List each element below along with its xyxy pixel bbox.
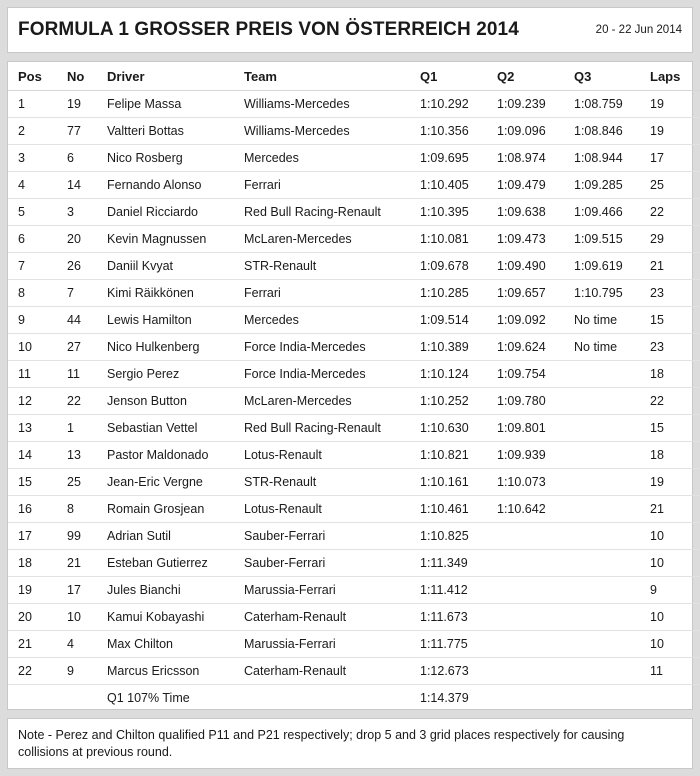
cell-laps: 23 bbox=[650, 280, 700, 307]
cell-pos: 17 bbox=[8, 523, 67, 550]
table-row bbox=[8, 415, 700, 442]
cell-q3 bbox=[574, 469, 650, 496]
cell-laps: 10 bbox=[650, 523, 700, 550]
cell-team: Sauber-Ferrari bbox=[244, 550, 420, 577]
page-title: FORMULA 1 GROSSER PREIS VON ÖSTERREICH 2014 bbox=[18, 19, 519, 40]
cell-team: STR-Renault bbox=[244, 253, 420, 280]
cell-pos: 8 bbox=[8, 280, 67, 307]
table-header-row bbox=[8, 62, 700, 91]
cell-q3: 1:09.515 bbox=[574, 226, 650, 253]
cell-no: 4 bbox=[67, 631, 107, 658]
cell-q1: 1:11.349 bbox=[420, 550, 497, 577]
cell-q3: 1:08.944 bbox=[574, 145, 650, 172]
cell-laps: 19 bbox=[650, 91, 700, 118]
table-row bbox=[8, 118, 700, 145]
cell-no: 25 bbox=[67, 469, 107, 496]
table-row bbox=[8, 496, 700, 523]
cell-driver: Jenson Button bbox=[107, 388, 244, 415]
cell-team: Red Bull Racing-Renault bbox=[244, 199, 420, 226]
cell-laps: 17 bbox=[650, 145, 700, 172]
cell-no: 26 bbox=[67, 253, 107, 280]
cell-laps: 10 bbox=[650, 604, 700, 631]
cell-laps: 22 bbox=[650, 388, 700, 415]
cell-q2: 1:09.479 bbox=[497, 172, 574, 199]
cell-q3 bbox=[574, 496, 650, 523]
cell-driver: Valtteri Bottas bbox=[107, 118, 244, 145]
cell-pos: 2 bbox=[8, 118, 67, 145]
column-header-q1: Q1 bbox=[420, 62, 497, 91]
cell-team: Caterham-Renault bbox=[244, 604, 420, 631]
qualifying-note: Note - Perez and Chilton qualified P11 and P21 respectively; drop 5 and 3 grid places respectively for causing collisions at previous round. bbox=[18, 728, 625, 759]
cell-q1: 1:10.395 bbox=[420, 199, 497, 226]
cell-pos: 10 bbox=[8, 334, 67, 361]
cell-pos: 12 bbox=[8, 388, 67, 415]
cell-q2: 1:09.096 bbox=[497, 118, 574, 145]
cell-team: McLaren-Mercedes bbox=[244, 226, 420, 253]
cell-driver: Pastor Maldonado bbox=[107, 442, 244, 469]
cell-q3: 1:09.285 bbox=[574, 172, 650, 199]
cell-pos: 1 bbox=[8, 91, 67, 118]
table-row bbox=[8, 172, 700, 199]
table-row bbox=[8, 199, 700, 226]
cell-q2: 1:08.974 bbox=[497, 145, 574, 172]
cell-q1: 1:11.412 bbox=[420, 577, 497, 604]
cell-q1: 1:10.124 bbox=[420, 361, 497, 388]
cell-q2: 1:09.939 bbox=[497, 442, 574, 469]
cell-q2: 1:09.473 bbox=[497, 226, 574, 253]
cell-laps: 21 bbox=[650, 496, 700, 523]
cell-team: Ferrari bbox=[244, 172, 420, 199]
cell-q2: 1:09.092 bbox=[497, 307, 574, 334]
table-row bbox=[8, 91, 700, 118]
cell-no: 20 bbox=[67, 226, 107, 253]
cell-team: Caterham-Renault bbox=[244, 658, 420, 685]
cell-pos: 7 bbox=[8, 253, 67, 280]
cell-no: 77 bbox=[67, 118, 107, 145]
cell-q2: 1:09.239 bbox=[497, 91, 574, 118]
cell-q1: 1:10.821 bbox=[420, 442, 497, 469]
cell-no: 8 bbox=[67, 496, 107, 523]
cell-q2 bbox=[497, 631, 574, 658]
cell-laps: 23 bbox=[650, 334, 700, 361]
cell-q2: 1:09.490 bbox=[497, 253, 574, 280]
column-header-no: No bbox=[67, 62, 107, 91]
cell-team: Red Bull Racing-Renault bbox=[244, 415, 420, 442]
cell-pos: 19 bbox=[8, 577, 67, 604]
cell-pos: 22 bbox=[8, 658, 67, 685]
cell-q1: 1:09.678 bbox=[420, 253, 497, 280]
cell-q3 bbox=[574, 631, 650, 658]
cell-team: Ferrari bbox=[244, 280, 420, 307]
cell-laps: 21 bbox=[650, 253, 700, 280]
cell-driver: Adrian Sutil bbox=[107, 523, 244, 550]
cell-laps: 11 bbox=[650, 658, 700, 685]
cell-q2 bbox=[497, 577, 574, 604]
note-panel bbox=[7, 718, 693, 769]
cell-q2: 1:09.801 bbox=[497, 415, 574, 442]
cell-q1: 1:10.389 bbox=[420, 334, 497, 361]
cell-team: Sauber-Ferrari bbox=[244, 523, 420, 550]
cell-q3: 1:09.466 bbox=[574, 199, 650, 226]
table-row bbox=[8, 658, 700, 685]
cell-q3 bbox=[574, 442, 650, 469]
cell-team: Lotus-Renault bbox=[244, 442, 420, 469]
cell-q3 bbox=[574, 415, 650, 442]
cell-driver: Kimi Räikkönen bbox=[107, 280, 244, 307]
cell-pos: 18 bbox=[8, 550, 67, 577]
column-header-team: Team bbox=[244, 62, 420, 91]
cell-q3: 1:08.846 bbox=[574, 118, 650, 145]
cell-pos: 9 bbox=[8, 307, 67, 334]
cell-q1: 1:12.673 bbox=[420, 658, 497, 685]
cell-q1: 1:11.673 bbox=[420, 604, 497, 631]
cell-laps: 10 bbox=[650, 631, 700, 658]
cell-driver: Fernando Alonso bbox=[107, 172, 244, 199]
header-panel bbox=[7, 7, 693, 53]
cell-no: 6 bbox=[67, 145, 107, 172]
cell-driver: Romain Grosjean bbox=[107, 496, 244, 523]
cell-q1: 1:09.514 bbox=[420, 307, 497, 334]
cell-driver: Felipe Massa bbox=[107, 91, 244, 118]
cell-q1: 1:10.356 bbox=[420, 118, 497, 145]
cell-q1: 1:10.292 bbox=[420, 91, 497, 118]
cell-q3: 1:08.759 bbox=[574, 91, 650, 118]
cell-pos: 5 bbox=[8, 199, 67, 226]
cell-driver: Nico Hulkenberg bbox=[107, 334, 244, 361]
cell-driver: Jean-Eric Vergne bbox=[107, 469, 244, 496]
cell-q2: 1:09.624 bbox=[497, 334, 574, 361]
cell-no: 19 bbox=[67, 91, 107, 118]
cell-driver: Nico Rosberg bbox=[107, 145, 244, 172]
cell-q3: No time bbox=[574, 334, 650, 361]
column-header-laps: Laps bbox=[650, 62, 700, 91]
cell-laps: 10 bbox=[650, 550, 700, 577]
cell-no: 99 bbox=[67, 523, 107, 550]
cell-driver: Kamui Kobayashi bbox=[107, 604, 244, 631]
table-row bbox=[8, 523, 700, 550]
cell-q1: 1:10.825 bbox=[420, 523, 497, 550]
cell-q3: 1:10.795 bbox=[574, 280, 650, 307]
cell-no: 27 bbox=[67, 334, 107, 361]
cell-pos: 21 bbox=[8, 631, 67, 658]
cell-q1: 1:10.161 bbox=[420, 469, 497, 496]
cell-pos: 3 bbox=[8, 145, 67, 172]
cell-q2 bbox=[497, 523, 574, 550]
column-header-driver: Driver bbox=[107, 62, 244, 91]
cell-no: 17 bbox=[67, 577, 107, 604]
cell-q2: 1:09.780 bbox=[497, 388, 574, 415]
cell-laps: 18 bbox=[650, 361, 700, 388]
table-row bbox=[8, 550, 700, 577]
table-row bbox=[8, 226, 700, 253]
cell-driver: Kevin Magnussen bbox=[107, 226, 244, 253]
table-row bbox=[8, 361, 700, 388]
cell-team: Force India-Mercedes bbox=[244, 334, 420, 361]
cell-driver: Daniel Ricciardo bbox=[107, 199, 244, 226]
cell-pos: 20 bbox=[8, 604, 67, 631]
cell-no: 22 bbox=[67, 388, 107, 415]
empty-cell bbox=[650, 685, 700, 712]
cell-q3 bbox=[574, 604, 650, 631]
cell-team: Mercedes bbox=[244, 145, 420, 172]
cell-laps: 9 bbox=[650, 577, 700, 604]
cell-pos: 15 bbox=[8, 469, 67, 496]
cell-driver: Sebastian Vettel bbox=[107, 415, 244, 442]
cell-driver: Esteban Gutierrez bbox=[107, 550, 244, 577]
cell-q3 bbox=[574, 550, 650, 577]
cell-q1: 1:10.405 bbox=[420, 172, 497, 199]
cell-q1: 1:10.630 bbox=[420, 415, 497, 442]
table-row bbox=[8, 442, 700, 469]
cell-team: Williams-Mercedes bbox=[244, 91, 420, 118]
cell-laps: 19 bbox=[650, 469, 700, 496]
cell-q2: 1:09.638 bbox=[497, 199, 574, 226]
cell-pos: 4 bbox=[8, 172, 67, 199]
cell-laps: 29 bbox=[650, 226, 700, 253]
cell-no: 3 bbox=[67, 199, 107, 226]
cell-driver: Max Chilton bbox=[107, 631, 244, 658]
cell-q2: 1:10.642 bbox=[497, 496, 574, 523]
table-row bbox=[8, 388, 700, 415]
table-row bbox=[8, 631, 700, 658]
q1-107-label: Q1 107% Time bbox=[107, 691, 190, 705]
cell-laps: 25 bbox=[650, 172, 700, 199]
cell-laps: 15 bbox=[650, 415, 700, 442]
cell-no: 1 bbox=[67, 415, 107, 442]
cell-laps: 18 bbox=[650, 442, 700, 469]
table-row bbox=[8, 307, 700, 334]
cell-no: 13 bbox=[67, 442, 107, 469]
cell-driver: Daniil Kvyat bbox=[107, 253, 244, 280]
cell-q3 bbox=[574, 658, 650, 685]
cell-pos: 11 bbox=[8, 361, 67, 388]
cell-pos: 6 bbox=[8, 226, 67, 253]
cell-q1: 1:11.775 bbox=[420, 631, 497, 658]
q1-107-time: 1:14.379 bbox=[420, 691, 469, 705]
table-row bbox=[8, 469, 700, 496]
cell-q1: 1:10.285 bbox=[420, 280, 497, 307]
table-row bbox=[8, 145, 700, 172]
empty-cell bbox=[497, 685, 574, 712]
cell-pos: 16 bbox=[8, 496, 67, 523]
cell-driver: Jules Bianchi bbox=[107, 577, 244, 604]
cell-team: Marussia-Ferrari bbox=[244, 631, 420, 658]
cell-driver: Marcus Ericsson bbox=[107, 658, 244, 685]
empty-cell bbox=[67, 685, 107, 712]
cell-pos: 14 bbox=[8, 442, 67, 469]
cell-q3 bbox=[574, 523, 650, 550]
column-header-q3: Q3 bbox=[574, 62, 650, 91]
column-header-pos: Pos bbox=[8, 62, 67, 91]
cell-team: Lotus-Renault bbox=[244, 496, 420, 523]
cell-team: Mercedes bbox=[244, 307, 420, 334]
cell-no: 11 bbox=[67, 361, 107, 388]
event-date: 20 - 22 Jun 2014 bbox=[595, 24, 682, 36]
empty-cell bbox=[574, 685, 650, 712]
cell-no: 10 bbox=[67, 604, 107, 631]
cell-laps: 15 bbox=[650, 307, 700, 334]
cell-driver: Sergio Perez bbox=[107, 361, 244, 388]
cell-team: Marussia-Ferrari bbox=[244, 577, 420, 604]
cell-no: 7 bbox=[67, 280, 107, 307]
cell-q2 bbox=[497, 658, 574, 685]
results-panel bbox=[7, 61, 693, 710]
cell-no: 21 bbox=[67, 550, 107, 577]
table-row bbox=[8, 577, 700, 604]
cell-no: 9 bbox=[67, 658, 107, 685]
cell-q3: No time bbox=[574, 307, 650, 334]
cell-driver: Lewis Hamilton bbox=[107, 307, 244, 334]
table-body bbox=[8, 91, 700, 712]
cell-q3 bbox=[574, 577, 650, 604]
cell-q3: 1:09.619 bbox=[574, 253, 650, 280]
qualifying-results-table bbox=[8, 62, 700, 711]
cell-no: 44 bbox=[67, 307, 107, 334]
table-row bbox=[8, 604, 700, 631]
table-row bbox=[8, 253, 700, 280]
cell-q2 bbox=[497, 604, 574, 631]
cell-pos: 13 bbox=[8, 415, 67, 442]
cell-q1: 1:10.461 bbox=[420, 496, 497, 523]
cell-q2: 1:10.073 bbox=[497, 469, 574, 496]
column-header-q2: Q2 bbox=[497, 62, 574, 91]
cell-team: Williams-Mercedes bbox=[244, 118, 420, 145]
empty-cell bbox=[244, 685, 420, 712]
cell-team: STR-Renault bbox=[244, 469, 420, 496]
empty-cell bbox=[8, 685, 67, 712]
cell-q1: 1:09.695 bbox=[420, 145, 497, 172]
cell-no: 14 bbox=[67, 172, 107, 199]
table-footer-row bbox=[8, 685, 700, 712]
cell-q2 bbox=[497, 550, 574, 577]
cell-q1: 1:10.252 bbox=[420, 388, 497, 415]
cell-q2: 1:09.657 bbox=[497, 280, 574, 307]
table-row bbox=[8, 334, 700, 361]
cell-laps: 19 bbox=[650, 118, 700, 145]
cell-q2: 1:09.754 bbox=[497, 361, 574, 388]
cell-q3 bbox=[574, 388, 650, 415]
cell-team: Force India-Mercedes bbox=[244, 361, 420, 388]
cell-laps: 22 bbox=[650, 199, 700, 226]
cell-q1: 1:10.081 bbox=[420, 226, 497, 253]
table-row bbox=[8, 280, 700, 307]
cell-team: McLaren-Mercedes bbox=[244, 388, 420, 415]
cell-q3 bbox=[574, 361, 650, 388]
